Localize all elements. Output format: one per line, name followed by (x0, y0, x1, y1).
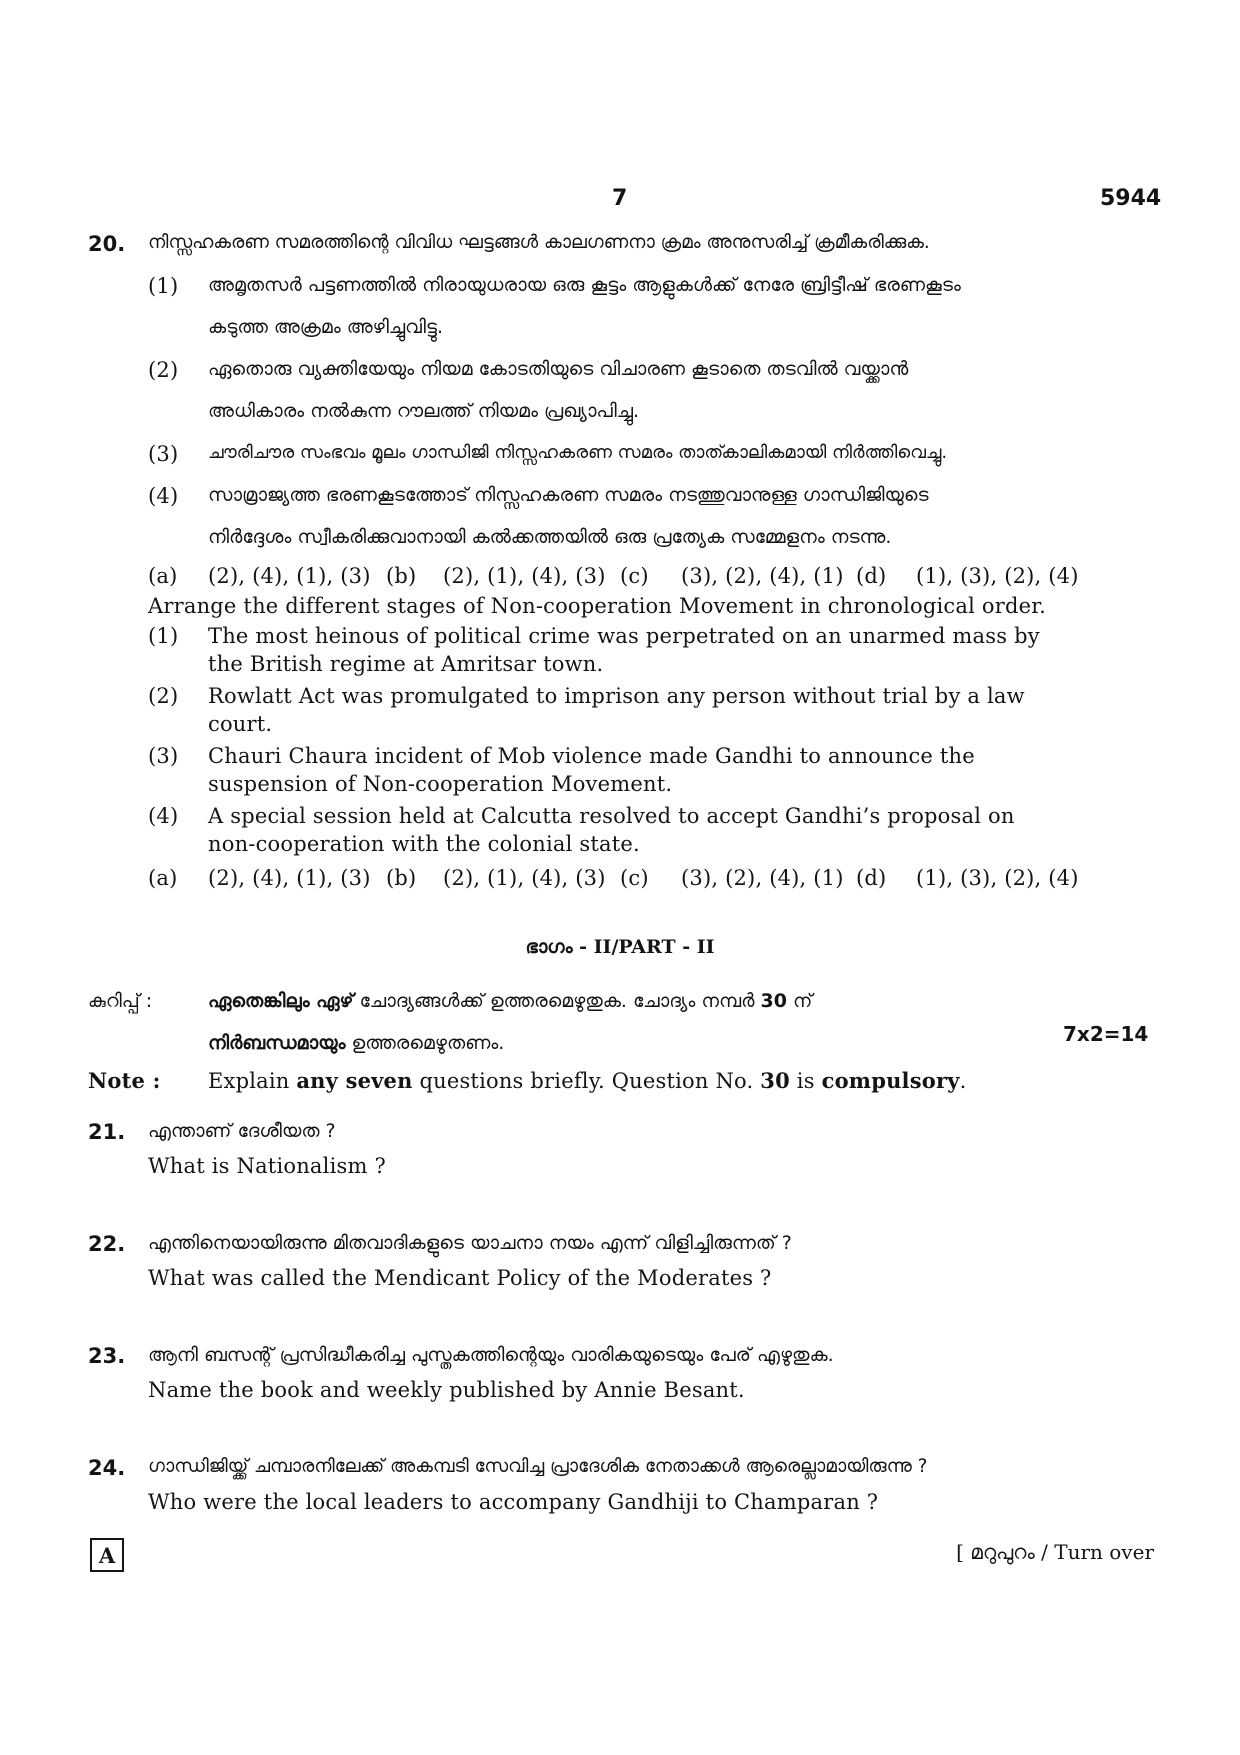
item-number: (2) (148, 684, 179, 708)
question-text-ml: നിസ്സഹകരണ സമരത്തിന്റെ വിവിധ ഘട്ടങ്ങൾ കാലഗണനാ ക്രമം അനുസരിച്ച് ക്രമീകരിക്കുക. (148, 232, 930, 253)
note-question-number: 30 (760, 1068, 790, 1093)
question-number: 24. (88, 1456, 126, 1480)
choice-a: (2), (4), (1), (3) (208, 866, 371, 890)
question-text-ml: ഗാന്ധിജിയ്ക്ക് ചമ്പാരനിലേക്ക് അകമ്പടി സേവിച്ച പ്രാദേശിക നേതാക്കൾ ആരെല്ലാമായിരുന്നു ? (148, 1456, 928, 1477)
note-label-en: Note : (88, 1068, 161, 1093)
choice-b: (2), (1), (4), (3) (443, 866, 606, 890)
note-emphasis: compulsory (821, 1068, 960, 1093)
paper-code: 5944 (1100, 186, 1162, 211)
question-22 (88, 1232, 1156, 1302)
question-number: 21. (88, 1120, 126, 1144)
item-number: (4) (148, 804, 179, 828)
item-text-line2: suspension of Non-cooperation Movement. (208, 772, 673, 796)
note-text: ന് (786, 990, 813, 1012)
item-number: (3) (148, 744, 179, 768)
question-text-en: Arrange the different stages of Non-cooperation Movement in chronological order. (148, 594, 1047, 618)
item-text-line1: Rowlatt Act was promulgated to imprison any person without trial by a law (208, 684, 1025, 708)
item-number: (4) (148, 484, 179, 508)
item-text-line1: The most heinous of political crime was perpetrated on an unarmed mass by (208, 624, 1040, 648)
question-23 (88, 1344, 1156, 1414)
item-text-line2: court. (208, 712, 273, 736)
note-question-number: 30 (760, 990, 787, 1012)
choice-d-label: (d) (856, 564, 887, 588)
choice-d: (1), (3), (2), (4) (916, 564, 1079, 588)
question-number: 22. (88, 1232, 126, 1256)
question-number: 20. (88, 232, 126, 256)
note-emphasis: ഏതെങ്കിലും ഏഴ് (208, 990, 354, 1012)
turn-over: [ മറുപുറം / Turn over (956, 1540, 1154, 1564)
item-text-line1: A special session held at Calcutta resolved to accept Gandhi’s proposal on (208, 804, 1015, 828)
choice-c: (3), (2), (4), (1) (681, 564, 844, 588)
item-number: (3) (148, 442, 179, 466)
note-text-ml-line2 (208, 1032, 504, 1054)
item-text-line1: സാമ്രാജ്യത്ത ഭരണകൂടത്തോട് നിസ്സഹകരണ സമരം നടത്തുവാനുള്ള ഗാന്ധിജിയുടെ (208, 484, 929, 506)
choice-b-label: (b) (386, 564, 417, 588)
note-text-en (208, 1068, 967, 1093)
choice-b-label: (b) (386, 866, 417, 890)
part-heading: ഭാഗം - II/PART - II (525, 936, 715, 958)
question-text-en: What was called the Mendicant Policy of the Moderates ? (148, 1266, 772, 1290)
question-text-ml: എന്താണ് ദേശീയത ? (148, 1120, 336, 1142)
item-number: (2) (148, 358, 179, 382)
choice-d: (1), (3), (2), (4) (916, 866, 1079, 890)
note-text: questions briefly. Question No. (412, 1069, 761, 1093)
note-text: . (959, 1069, 967, 1093)
item-text-line1: ഏതൊരു വ്യക്തിയേയും നിയമ കോടതിയുടെ വിചാരണ കൂടാതെ തടവിൽ വയ്ക്കാൻ (208, 358, 909, 380)
item-text-line2: അധികാരം നൽകുന്ന റൗലത്ത് നിയമം പ്രഖ്യാപിച്ചു. (208, 400, 640, 422)
item-text-line2: non-cooperation with the colonial state. (208, 832, 640, 856)
item-text-line1: Chauri Chaura incident of Mob violence made Gandhi to announce the (208, 744, 975, 768)
choice-d-label: (d) (856, 866, 887, 890)
question-text-en: Name the book and weekly published by Annie Besant. (148, 1378, 745, 1402)
choice-a-label: (a) (148, 866, 178, 890)
question-21 (88, 1120, 1156, 1190)
question-text-en: Who were the local leaders to accompany Gandhiji to Champaran ? (148, 1490, 879, 1514)
note-emphasis: നിർബന്ധമായും (208, 1032, 346, 1054)
choice-c: (3), (2), (4), (1) (681, 866, 844, 890)
note-text: Explain (208, 1069, 297, 1093)
question-text-en: What is Nationalism ? (148, 1154, 386, 1178)
note-emphasis: any seven (296, 1068, 413, 1093)
choice-a-label: (a) (148, 564, 178, 588)
note-text: ചോദ്യങ്ങൾക്ക് ഉത്തരമെഴുതുക. ചോദ്യം നമ്പർ (353, 990, 761, 1012)
question-text-ml: ആനി ബസന്റ് പ്രസിദ്ധീകരിച്ച പുസ്തകത്തിന്റെയും വാരികയുടെയും പേര് എഴുതുക. (148, 1344, 834, 1366)
choice-a: (2), (4), (1), (3) (208, 564, 371, 588)
version-box: A (90, 1538, 124, 1572)
note-text: ഉത്തരമെഴുതണം. (345, 1032, 505, 1054)
question-20 (88, 230, 1156, 890)
page-number: 7 (612, 186, 628, 211)
item-text-line2: the British regime at Amritsar town. (208, 652, 604, 676)
item-text-line1: അമൃതസർ പട്ടണത്തിൽ നിരായുധരായ ഒരു കൂട്ടം ആളുകൾക്ക് നേരേ ബ്രിട്ടീഷ് ഭരണകൂടം (208, 274, 961, 296)
item-text-line2: കടുത്ത അക്രമം അഴിച്ചുവിട്ടു. (208, 316, 444, 338)
item-number: (1) (148, 624, 179, 648)
question-text-ml: എന്തിനെയായിരുന്നു മിതവാദികളുടെ യാചനാ നയം എന്ന് വിളിച്ചിരുന്നത് ? (148, 1232, 792, 1254)
item-number: (1) (148, 274, 179, 298)
question-number: 23. (88, 1344, 126, 1368)
marks: 7x2=14 (1063, 1022, 1149, 1046)
choice-c-label: (c) (620, 866, 649, 890)
item-text-line2: നിർദ്ദേശം സ്വീകരിക്കുവാനായി കൽക്കത്തയിൽ ഒരു പ്രത്യേക സമ്മേളനം നടന്നു. (208, 526, 892, 548)
choice-c-label: (c) (620, 564, 649, 588)
item-text-line1: ചൗരിചൗര സംഭവം മൂലം ഗാന്ധിജി നിസ്സഹകരണ സമരം താത്കാലികമായി നിർത്തിവെച്ചു. (208, 442, 948, 463)
note-label-ml: കുറിപ്പ് : (88, 990, 153, 1012)
choice-b: (2), (1), (4), (3) (443, 564, 606, 588)
note-text-ml-line1 (208, 990, 812, 1012)
question-24 (88, 1456, 1156, 1526)
note-text: is (789, 1069, 822, 1093)
